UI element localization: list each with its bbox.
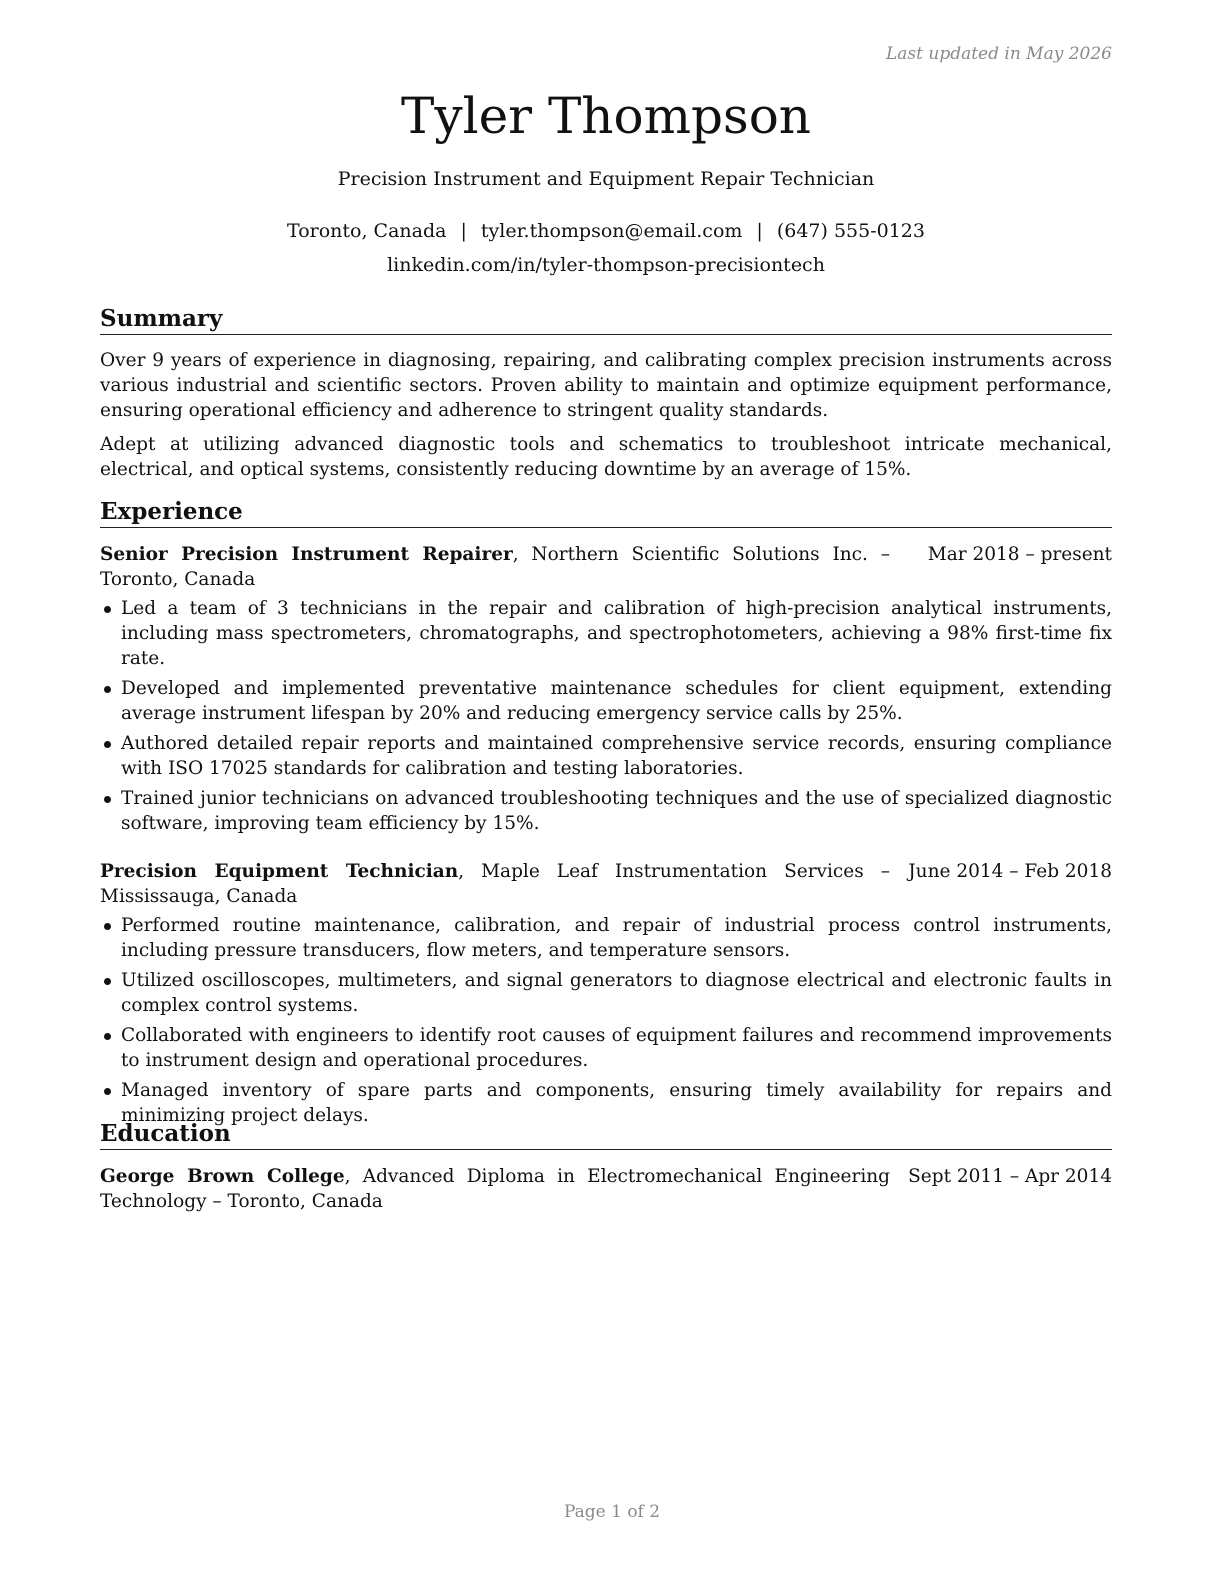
- last-updated-note: Last updated in May 2026: [885, 44, 1112, 64]
- job-bullet-text: Led a team of 3 technicians in the repair and calibration of high-precision analytical instruments, including mass spectrometers, chromatographs, and spectrophotometers, achieving a 98% first-time fix rate.: [121, 598, 1112, 669]
- education-dates: Sept 2011 – Apr 2014: [908, 1166, 1112, 1187]
- job-bullet-text: Utilized oscilloscopes, multimeters, and signal generators to diagnose electrical and electronic faults in complex control systems.: [121, 970, 1112, 1016]
- contact-separator: |: [460, 220, 467, 242]
- job-bullet: [100, 676, 1112, 726]
- contact-phone: (647) 555-0123: [776, 220, 925, 242]
- job-bullet-text: Trained junior technicians on advanced troubleshooting techniques and the use of specialized diagnostic software, improving team efficiency by 15%.: [121, 788, 1112, 834]
- job-entry: [100, 542, 1112, 836]
- job-role: Senior Precision Instrument Repairer: [100, 544, 513, 565]
- contact-location: Toronto, Canada: [287, 220, 447, 242]
- contact-email[interactable]: tyler.thompson@email.com: [480, 220, 743, 242]
- bullet-icon: [104, 978, 111, 985]
- job-bullet: [100, 596, 1112, 671]
- section-title-summary: Summary: [100, 305, 1112, 335]
- job-bullets: [100, 913, 1112, 1128]
- job-header: [100, 542, 1112, 592]
- job-bullet-text: Collaborated with engineers to identify root causes of equipment failures and recommend improvements to instrument design and operational procedures.: [121, 1025, 1112, 1071]
- job-bullet: [100, 731, 1112, 781]
- job-bullet: [100, 1023, 1112, 1073]
- page-number: Page 1 of 2: [563, 1502, 661, 1522]
- bullet-icon: [104, 1088, 111, 1095]
- contact-line: [100, 219, 1112, 243]
- experience-section: [100, 498, 1112, 1133]
- bullet-icon: [104, 686, 111, 693]
- summary-paragraph: Adept at utilizing advanced diagnostic tools and schematics to troubleshoot intricate mechanical, electrical, and optical systems, consistently reducing downtime by an average of 15%.: [100, 434, 1112, 480]
- contact-separator: |: [756, 220, 763, 242]
- job-bullet-text: Performed routine maintenance, calibration, and repair of industrial process control instruments, including pressure transducers, flow meters, and temperature sensors.: [121, 915, 1112, 961]
- bullet-icon: [104, 796, 111, 803]
- contact-linkedin[interactable]: linkedin.com/in/tyler-thompson-precisiontech: [387, 254, 825, 276]
- bullet-icon: [104, 923, 111, 930]
- job-organization: , Maple Leaf Instrumentation Services – Mississauga, Canada: [100, 861, 890, 907]
- section-title-education: Education: [100, 1120, 1112, 1150]
- candidate-headline: Precision Instrument and Equipment Repair Technician: [337, 168, 875, 190]
- job-bullet-text: Developed and implemented preventative maintenance schedules for client equipment, extending average instrument lifespan by 20% and reducing emergency service calls by 25%.: [121, 678, 1112, 724]
- section-title-experience: Experience: [100, 498, 1112, 528]
- job-organization: , Northern Scientific Solutions Inc. – Toronto, Canada: [100, 544, 890, 590]
- job-role: Precision Equipment Technician: [100, 861, 459, 882]
- job-dates: Mar 2018 – present: [927, 544, 1112, 565]
- job-header: [100, 859, 1112, 909]
- job-dates: June 2014 – Feb 2018: [908, 861, 1112, 882]
- job-bullet-text: Managed inventory of spare parts and components, ensuring timely availability for repairs and minimizing project delays.: [121, 1080, 1112, 1126]
- education-entry: [100, 1164, 1112, 1214]
- summary-paragraph: Over 9 years of experience in diagnosing, repairing, and calibrating complex precision instruments across various industrial and scientific sectors. Proven ability to maintain and optimize equipment performance, ensuring operational efficiency and adherence to stringent quality standards.: [100, 350, 1112, 421]
- education-section: [100, 1120, 1112, 1214]
- candidate-name: Tyler Thompson: [400, 87, 811, 145]
- bullet-icon: [104, 1033, 111, 1040]
- job-bullet: [100, 968, 1112, 1018]
- bullet-icon: [104, 741, 111, 748]
- job-bullets: [100, 596, 1112, 836]
- job-bullet: [100, 913, 1112, 963]
- bullet-icon: [104, 606, 111, 613]
- education-school: George Brown College: [100, 1166, 345, 1187]
- job-bullet-text: Authored detailed repair reports and maintained comprehensive service records, ensuring compliance with ISO 17025 standards for calibration and testing laboratories.: [121, 733, 1112, 779]
- summary-section: [100, 305, 1112, 482]
- job-bullet: [100, 786, 1112, 836]
- job-entry: [100, 859, 1112, 1128]
- education-details: , Advanced Diploma in Electromechanical Engineering Technology – Toronto, Canada: [100, 1166, 890, 1212]
